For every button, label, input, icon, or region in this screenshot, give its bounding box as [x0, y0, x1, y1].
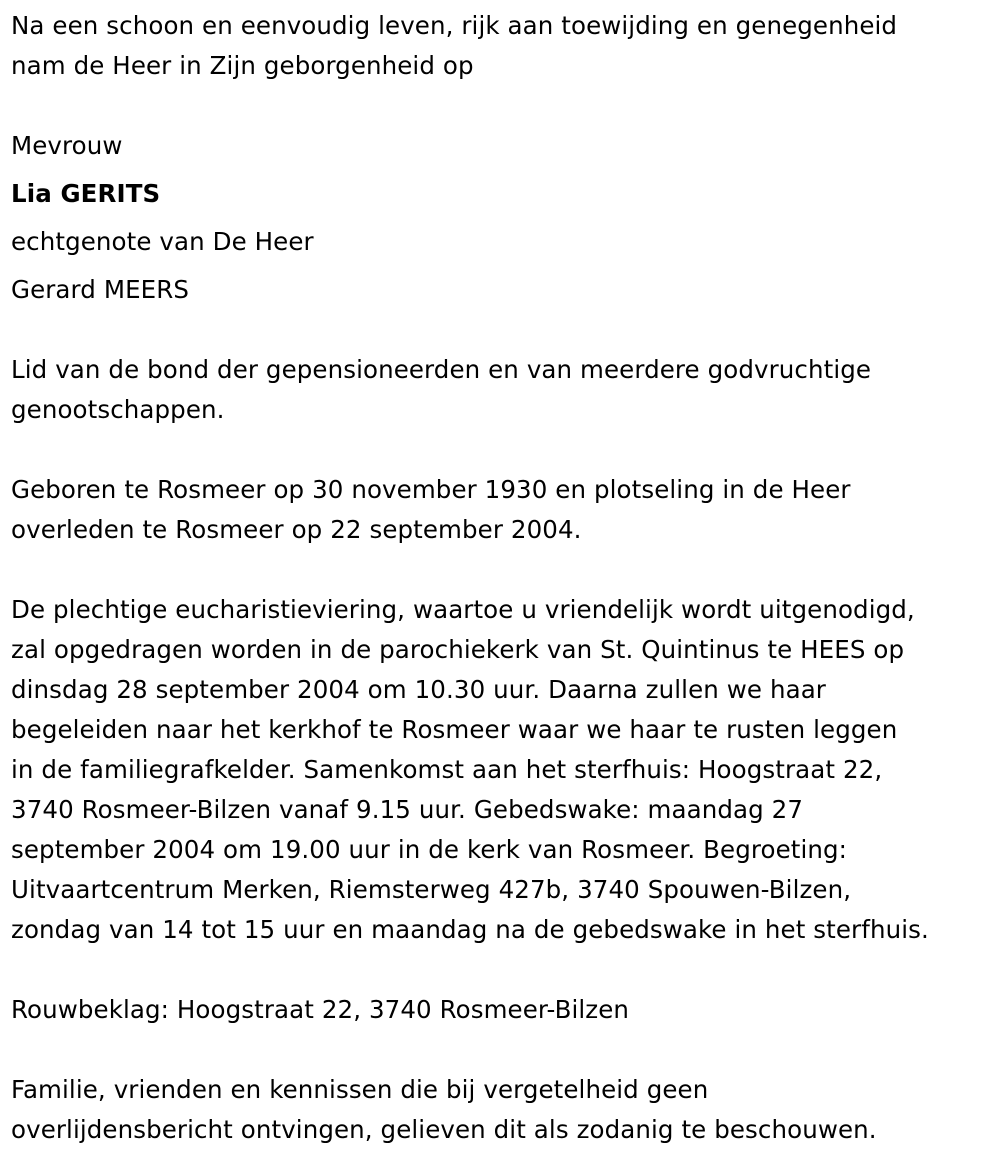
spouse-name: Gerard MEERS	[11, 275, 189, 304]
intro-line: nam de Heer in Zijn geborgenheid op	[11, 51, 474, 80]
ceremony-line: in de familiegrafkelder. Samenkomst aan het sterfhuis: Hoogstraat 22,	[11, 755, 883, 784]
ceremony-line: 3740 Rosmeer-Bilzen vanaf 9.15 uur. Gebedswake: maandag 27	[11, 795, 804, 824]
birth-death-line: overleden te Rosmeer op 22 september 2004.	[11, 515, 582, 544]
ceremony-line: september 2004 om 19.00 uur in de kerk van Rosmeer. Begroeting:	[11, 835, 848, 864]
ceremony-line: Uitvaartcentrum Merken, Riemsterweg 427b, 3740 Spouwen-Bilzen,	[11, 875, 852, 904]
closing-line: Familie, vrienden en kennissen die bij vergetelheid geen	[11, 1075, 709, 1104]
relation: echtgenote van De Heer	[11, 227, 314, 256]
membership-paragraph	[11, 350, 996, 430]
ceremony-line: dinsdag 28 september 2004 om 10.30 uur. Daarna zullen we haar	[11, 675, 826, 704]
ceremony-line: zondag van 14 tot 15 uur en maandag na de gebedswake in het sterfhuis.	[11, 915, 929, 944]
spacer	[11, 1030, 996, 1070]
spacer	[11, 310, 996, 350]
birth-death-paragraph	[11, 470, 996, 550]
intro-paragraph	[11, 6, 996, 86]
spacer	[11, 550, 996, 590]
title: Mevrouw	[11, 131, 123, 160]
spacer	[11, 86, 996, 126]
intro-line: Na een schoon en eenvoudig leven, rijk aan toewijding en genegenheid	[11, 11, 898, 40]
condolences-address: Rouwbeklag: Hoogstraat 22, 3740 Rosmeer-Bilzen	[11, 995, 630, 1024]
spacer	[11, 430, 996, 470]
ceremony-line: begeleiden naar het kerkhof te Rosmeer waar we haar te rusten leggen	[11, 715, 898, 744]
ceremony-line: De plechtige eucharistieviering, waartoe u vriendelijk wordt uitgenodigd,	[11, 595, 915, 624]
closing-paragraph	[11, 1070, 996, 1150]
closing-line: overlijdensbericht ontvingen, gelieven dit als zodanig te beschouwen.	[11, 1115, 877, 1144]
spacer	[11, 950, 996, 990]
membership-line: Lid van de bond der gepensioneerden en van meerdere godvruchtige	[11, 355, 872, 384]
birth-death-line: Geboren te Rosmeer op 30 november 1930 en plotseling in de Heer	[11, 475, 851, 504]
membership-line: genootschappen.	[11, 395, 225, 424]
deceased-name: Lia GERITS	[11, 179, 161, 208]
ceremony-paragraph	[11, 590, 996, 950]
ceremony-line: zal opgedragen worden in de parochiekerk van St. Quintinus te HEES op	[11, 635, 905, 664]
death-notice	[11, 6, 996, 1150]
